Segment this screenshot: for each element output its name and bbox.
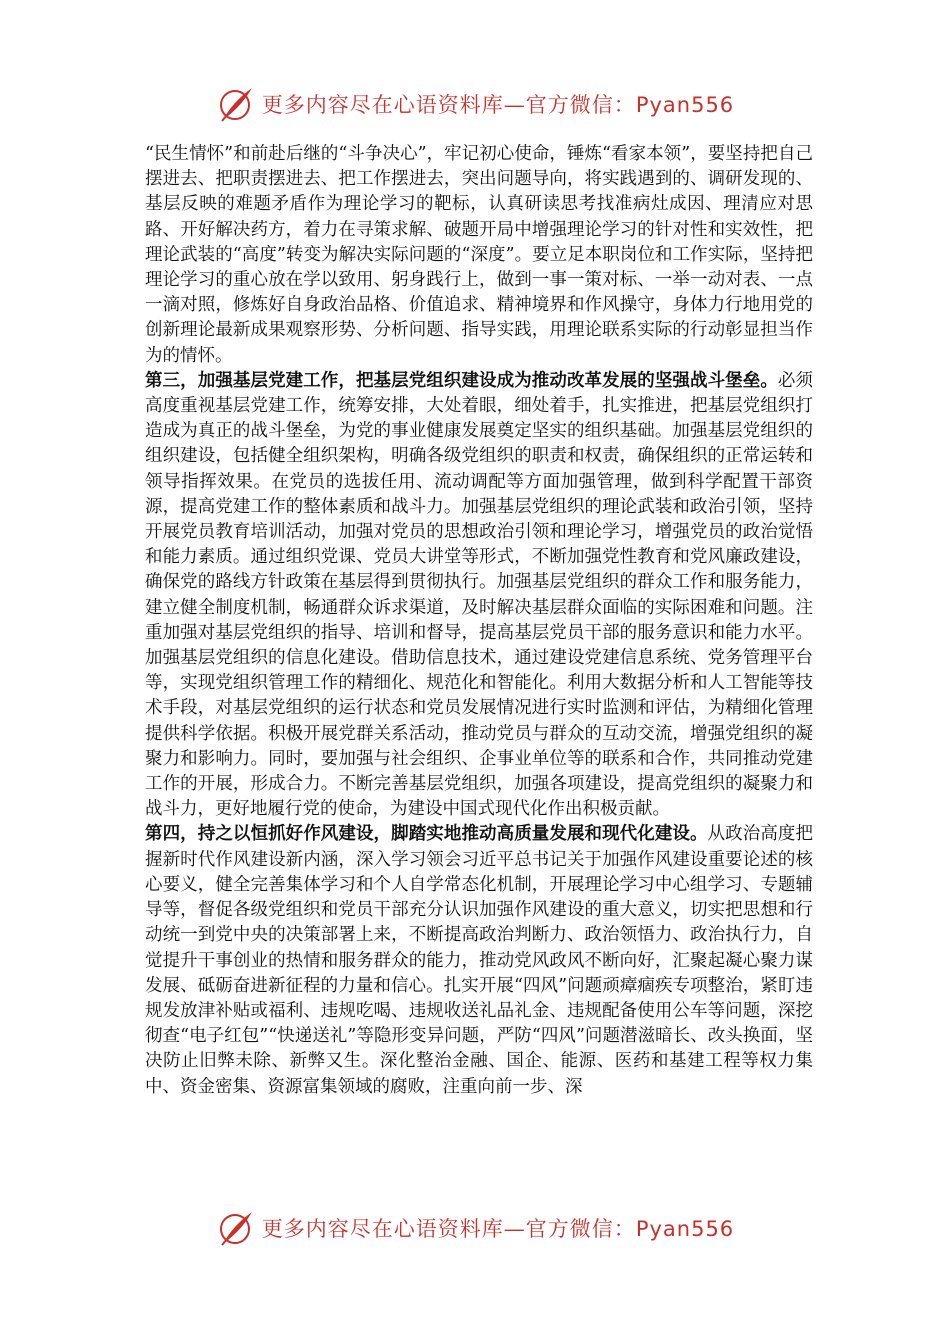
banner-text: 更多内容尽在心语资料库—官方微信：Pyan556 xyxy=(261,1217,735,1241)
document-body xyxy=(145,142,813,1100)
footer-banner xyxy=(0,1208,950,1248)
paragraph: “民生情怀”和前赴后继的“斗争决心”，牢记初心使命，锤炼“看家本领”，要坚持把自己摆进去、把职责摆进去、把工作摆进去，突出问题导向，将实践遇到的、调研发现的、基层反映的难题矛盾作为理论学习的靶标，认真研读思考找准病灶成因、理清应对思路、开好解决药方，着力在寻策求解、破题开局中增强理论学习的针对性和实效性，把理论武装的“高度”转变为解决实际问题的“深度”。要立足本职岗位和工作实际，坚持把理论学习的重心放在学以致用、躬身践行上，做到一事一策对标、一举一动对表、一点一滴对照，修炼好自身政治品格、价值追求、精神境界和作风操守，身体力行地用党的创新理论最新成果观察形势、分析问题、指导实践，用理论联系实际的行动彰显担当作为的情怀。 xyxy=(145,144,813,366)
paragraph: 第三，加强基层党建工作，把基层党组织建设成为推动改革发展的坚强战斗堡垒。必须高度重视基层党建工作，统筹安排，大处着眼，细处着手，扎实推进，把基层党组织打造成为真正的战斗堡垒，为党的事业健康发展奠定坚实的组织基础。加强基层党组织的组织建设，包括健全组织架构，明确各级党组织的职责和权责，确保组织的正常运转和领导指挥效果。在党员的选拔任用、流动调配等方面加强管理，做到科学配置干部资源，提高党建工作的整体素质和战斗力。加强基层党组织的理论武装和政治引领，坚持开展党员教育培训活动，加强对党员的思想政治引领和理论学习，增强党员的政治觉悟和能力素质。通过组织党课、党员大讲堂等形式，不断加强党性教育和党风廉政建设，确保党的路线方针政策在基层得到贯彻执行。加强基层党组织的群众工作和服务能力，建立健全制度机制，畅通群众诉求渠道，及时解决基层群众面临的实际困难和问题。注重加强对基层党组织的指导、培训和督导，提高基层党员干部的服务意识和能力水平。加强基层党组织的信息化建设。借助信息技术，通过建设党建信息系统、党务管理平台等，实现党组织管理工作的精细化、规范化和智能化。利用大数据分析和人工智能等技术手段，对基层党组织的运行状态和党员发展情况进行实时监测和评估，为精细化管理提供科学依据。积极开展党群关系活动，推动党员与群众的互动交流，增强党组织的凝聚力和影响力。同时，要加强与社会组织、企事业单位等的联系和合作，共同推动党建工作的开展，形成合力。不断完善基层党组织，加强各项建设，提高党组织的凝聚力和战斗力，更好地履行党的使命，为建设中国式现代化作出积极贡献。 xyxy=(145,370,814,820)
section-heading: 第三，加强基层党建工作，把基层党组织建设成为推动改革发展的坚强战斗堡垒。 xyxy=(145,370,778,391)
header-banner xyxy=(0,84,950,124)
paragraph: 第四，持之以恒抓好作风建设，脚踏实地推动高质量发展和现代化建设。从政治高度把握新时代作风建设新内涵，深入学习领会习近平总书记关于加强作风建设重要论述的核心要义，健全完善集体学习和个人自学常态化机制，开展理论学习中心组学习、专题辅导等，督促各级党组织和党员干部充分认识加强作风建设的重大意义，切实把思想和行动统一到党中央的决策部署上来，不断提高政治判断力、政治领悟力、政治执行力，自觉提升干事创业的热情和服务群众的能力，推动党风政风不断向好，汇聚起凝心聚力谋发展、砥砺奋进新征程的力量和信心。扎实开展“四风”问题顽瘴痼疾专项整治，紧盯违规发放津补贴或福利、违规吃喝、违规收送礼品礼金、违规配备使用公车等问题，深挖彻查“电子红包”“快递送礼”等隐形变异问题，严防“四风”问题潜滋暗长、改头换面，坚决防止旧弊未除、新弊又生。深化整治金融、国企、能源、医药和基建工程等权力集中、资金密集、资源富集领域的腐败，注重向前一步、深 xyxy=(145,824,813,1097)
banner-text: 更多内容尽在心语资料库—官方微信：Pyan556 xyxy=(261,93,735,117)
section-heading: 第四，持之以恒抓好作风建设，脚踏实地推动高质量发展和现代化建设。 xyxy=(145,824,708,845)
quill-pen-logo-icon xyxy=(216,1208,256,1248)
quill-pen-logo-icon xyxy=(216,84,256,124)
